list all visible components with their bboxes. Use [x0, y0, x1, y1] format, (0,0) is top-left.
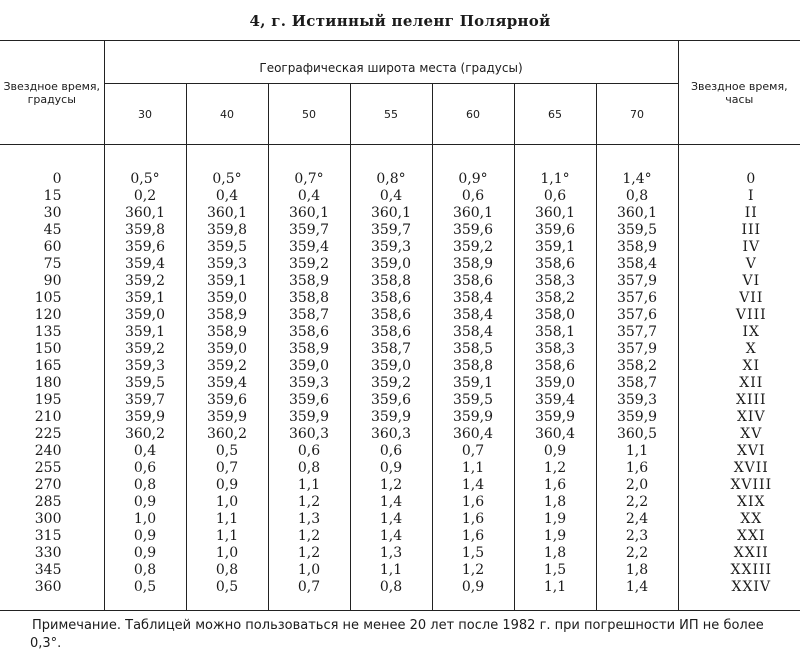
cell-bearing: 359,2 — [186, 358, 268, 375]
table-row — [0, 443, 800, 460]
cell-bearing: 358,2 — [514, 290, 596, 307]
table-row — [0, 409, 800, 426]
table-row — [0, 545, 800, 562]
cell-bearing: 359,6 — [514, 222, 596, 239]
cell-bearing: 358,7 — [350, 341, 432, 358]
cell-sidereal-hours: XXII — [678, 545, 800, 562]
cell-bearing: 360,5 — [596, 426, 678, 443]
cell-bearing: 359,0 — [186, 341, 268, 358]
cell-bearing: 359,6 — [350, 392, 432, 409]
cell-bearing: 360,1 — [596, 205, 678, 222]
cell-bearing: 359,5 — [596, 222, 678, 239]
cell-bearing: 359,5 — [104, 375, 186, 392]
table-row — [0, 290, 800, 307]
cell-sidereal-degrees: 60 — [43, 239, 62, 255]
cell-bearing: 0,6 — [268, 443, 350, 460]
cell-bearing: 358,9 — [432, 256, 514, 273]
table-row — [0, 511, 800, 528]
cell-bearing: 1,0 — [186, 545, 268, 562]
polaris-bearing-table — [0, 40, 800, 611]
cell-bearing: 0,4 — [350, 188, 432, 205]
cell-bearing: 358,5 — [432, 341, 514, 358]
cell-bearing: 358,6 — [432, 273, 514, 290]
cell-bearing: 359,1 — [104, 290, 186, 307]
cell-bearing: 1,4 — [432, 477, 514, 494]
cell-bearing: 359,2 — [432, 239, 514, 256]
cell-bearing: 0,4 — [186, 188, 268, 205]
cell-bearing: 2,0 — [596, 477, 678, 494]
cell-bearing: 360,1 — [104, 205, 186, 222]
cell-sidereal-hours: XIII — [678, 392, 800, 409]
cell-bearing: 359,0 — [268, 358, 350, 375]
cell-bearing: 1,6 — [596, 460, 678, 477]
cell-bearing: 360,2 — [104, 426, 186, 443]
table-row — [0, 528, 800, 545]
cell-bearing: 1,6 — [432, 511, 514, 528]
cell-bearing: 359,2 — [104, 273, 186, 290]
cell-bearing: 0,9 — [104, 494, 186, 511]
cell-bearing: 359,8 — [104, 222, 186, 239]
cell-sidereal-hours: XX — [678, 511, 800, 528]
cell-bearing: 358,3 — [514, 341, 596, 358]
cell-bearing: 359,1 — [186, 273, 268, 290]
cell-bearing: 359,5 — [186, 239, 268, 256]
table-row — [0, 145, 800, 189]
cell-bearing: 1,1 — [268, 477, 350, 494]
cell-sidereal-degrees: 345 — [34, 562, 62, 578]
cell-bearing: 358,6 — [514, 256, 596, 273]
cell-sidereal-degrees: 150 — [34, 341, 62, 357]
table-row — [0, 222, 800, 239]
cell-sidereal-hours: XIX — [678, 494, 800, 511]
cell-bearing: 360,4 — [514, 426, 596, 443]
cell-bearing: 2,4 — [596, 511, 678, 528]
cell-bearing: 359,3 — [104, 358, 186, 375]
cell-sidereal-degrees: 225 — [34, 426, 62, 442]
cell-bearing: 0,8 — [104, 562, 186, 579]
cell-sidereal-degrees: 180 — [34, 375, 62, 391]
table-row — [0, 562, 800, 579]
cell-sidereal-hours: XXIV — [678, 579, 800, 611]
cell-bearing: 358,8 — [432, 358, 514, 375]
cell-bearing: 360,4 — [432, 426, 514, 443]
table-row — [0, 307, 800, 324]
cell-bearing: 358,0 — [514, 307, 596, 324]
cell-sidereal-degrees: 165 — [34, 358, 62, 374]
cell-bearing: 359,9 — [432, 409, 514, 426]
cell-bearing: 359,3 — [268, 375, 350, 392]
header-latitude: 70 — [596, 84, 678, 145]
cell-bearing: 1,4 — [596, 579, 678, 611]
cell-bearing: 357,9 — [596, 273, 678, 290]
cell-sidereal-hours: XIV — [678, 409, 800, 426]
cell-sidereal-degrees: 75 — [43, 256, 62, 272]
cell-bearing: 358,2 — [596, 358, 678, 375]
cell-bearing: 0,9 — [104, 528, 186, 545]
cell-bearing: 0,6 — [514, 188, 596, 205]
cell-bearing: 359,6 — [186, 392, 268, 409]
cell-bearing: 0,9° — [432, 145, 514, 189]
cell-bearing: 1,4 — [350, 528, 432, 545]
cell-bearing: 359,7 — [350, 222, 432, 239]
cell-sidereal-degrees: 0 — [52, 171, 62, 187]
cell-sidereal-degrees: 90 — [43, 273, 62, 289]
cell-sidereal-degrees: 285 — [34, 494, 62, 510]
cell-bearing: 1,4 — [350, 494, 432, 511]
cell-bearing: 358,9 — [268, 273, 350, 290]
cell-bearing: 358,7 — [268, 307, 350, 324]
cell-bearing: 359,5 — [432, 392, 514, 409]
cell-bearing: 1,5 — [432, 545, 514, 562]
cell-bearing: 359,9 — [596, 409, 678, 426]
cell-bearing: 1,9 — [514, 511, 596, 528]
table-row — [0, 426, 800, 443]
cell-bearing: 0,8 — [596, 188, 678, 205]
cell-bearing: 359,7 — [268, 222, 350, 239]
cell-sidereal-degrees: 270 — [34, 477, 62, 493]
cell-bearing: 0,7 — [432, 443, 514, 460]
cell-sidereal-hours: XI — [678, 358, 800, 375]
header-sidereal-hours: Звездное время, часы — [678, 41, 800, 145]
cell-bearing: 358,6 — [350, 307, 432, 324]
cell-bearing: 359,1 — [104, 324, 186, 341]
table-note: Примечание. Таблицей можно пользоваться не менее 20 лет после 1982 г. при погрешности ИП не более 0,3°. — [30, 618, 764, 651]
header-latitude: 55 — [350, 84, 432, 145]
cell-sidereal-hours: II — [678, 205, 800, 222]
cell-sidereal-degrees: 210 — [34, 409, 62, 425]
cell-bearing: 0,9 — [350, 460, 432, 477]
cell-bearing: 358,9 — [186, 307, 268, 324]
table-title: 4, г. Истинный пеленг Полярной — [249, 12, 551, 30]
cell-bearing: 0,7 — [186, 460, 268, 477]
cell-bearing: 0,6 — [104, 460, 186, 477]
cell-sidereal-hours: XVI — [678, 443, 800, 460]
cell-bearing: 0,9 — [104, 545, 186, 562]
cell-bearing: 0,5 — [186, 579, 268, 611]
cell-bearing: 1,1 — [596, 443, 678, 460]
cell-bearing: 359,0 — [514, 375, 596, 392]
cell-bearing: 359,3 — [350, 239, 432, 256]
cell-sidereal-hours: VIII — [678, 307, 800, 324]
cell-bearing: 0,5° — [104, 145, 186, 189]
cell-sidereal-hours: IV — [678, 239, 800, 256]
header-latitude: 65 — [514, 84, 596, 145]
header-sidereal-degrees: Звездное время, градусы — [0, 41, 104, 145]
cell-sidereal-hours: VI — [678, 273, 800, 290]
cell-bearing: 0,9 — [186, 477, 268, 494]
cell-bearing: 1,3 — [268, 511, 350, 528]
cell-bearing: 359,9 — [514, 409, 596, 426]
cell-bearing: 1,6 — [514, 477, 596, 494]
cell-sidereal-hours: XXIII — [678, 562, 800, 579]
cell-bearing: 1,2 — [268, 494, 350, 511]
cell-bearing: 0,8° — [350, 145, 432, 189]
cell-bearing: 358,6 — [350, 324, 432, 341]
cell-bearing: 0,7 — [268, 579, 350, 611]
cell-sidereal-hours: I — [678, 188, 800, 205]
cell-bearing: 357,6 — [596, 290, 678, 307]
cell-bearing: 2,3 — [596, 528, 678, 545]
cell-sidereal-hours: 0 — [678, 145, 800, 189]
cell-sidereal-hours: VII — [678, 290, 800, 307]
cell-bearing: 358,4 — [432, 290, 514, 307]
table-row — [0, 239, 800, 256]
table-header — [0, 41, 800, 145]
cell-bearing: 1,0 — [268, 562, 350, 579]
cell-bearing: 358,6 — [350, 290, 432, 307]
cell-bearing: 0,8 — [104, 477, 186, 494]
cell-bearing: 359,0 — [186, 290, 268, 307]
cell-bearing: 0,6 — [432, 188, 514, 205]
cell-bearing: 359,2 — [104, 341, 186, 358]
cell-bearing: 359,2 — [268, 256, 350, 273]
cell-sidereal-degrees: 255 — [34, 460, 62, 476]
cell-bearing: 359,4 — [186, 375, 268, 392]
cell-bearing: 358,4 — [432, 307, 514, 324]
cell-bearing: 1,6 — [432, 528, 514, 545]
cell-bearing: 1,6 — [432, 494, 514, 511]
cell-sidereal-degrees: 30 — [43, 205, 62, 221]
cell-sidereal-hours: III — [678, 222, 800, 239]
cell-bearing: 0,6 — [350, 443, 432, 460]
cell-bearing: 359,0 — [104, 307, 186, 324]
cell-bearing: 1,9 — [514, 528, 596, 545]
cell-bearing: 359,4 — [104, 256, 186, 273]
cell-bearing: 0,4 — [268, 188, 350, 205]
cell-bearing: 1,1 — [350, 562, 432, 579]
cell-bearing: 360,3 — [268, 426, 350, 443]
cell-sidereal-degrees: 315 — [34, 528, 62, 544]
cell-bearing: 1,2 — [268, 528, 350, 545]
table-row — [0, 358, 800, 375]
cell-bearing: 0,5 — [104, 579, 186, 611]
cell-bearing: 1,0 — [104, 511, 186, 528]
table-body — [0, 145, 800, 611]
cell-bearing: 358,8 — [268, 290, 350, 307]
header-latitude: 50 — [268, 84, 350, 145]
table-row — [0, 375, 800, 392]
cell-bearing: 358,1 — [514, 324, 596, 341]
cell-bearing: 359,1 — [432, 375, 514, 392]
cell-bearing: 359,9 — [350, 409, 432, 426]
cell-sidereal-hours: XV — [678, 426, 800, 443]
cell-bearing: 1,2 — [268, 545, 350, 562]
table-row — [0, 392, 800, 409]
cell-bearing: 1,1 — [186, 528, 268, 545]
cell-bearing: 360,3 — [350, 426, 432, 443]
cell-bearing: 358,8 — [350, 273, 432, 290]
cell-sidereal-degrees: 300 — [34, 511, 62, 527]
cell-bearing: 359,3 — [596, 392, 678, 409]
cell-bearing: 0,7° — [268, 145, 350, 189]
cell-bearing: 1,8 — [514, 494, 596, 511]
cell-bearing: 358,3 — [514, 273, 596, 290]
cell-sidereal-hours: XVIII — [678, 477, 800, 494]
cell-bearing: 360,1 — [432, 205, 514, 222]
cell-bearing: 358,6 — [514, 358, 596, 375]
cell-sidereal-degrees: 45 — [43, 222, 62, 238]
cell-bearing: 359,9 — [104, 409, 186, 426]
cell-bearing: 0,4 — [104, 443, 186, 460]
cell-bearing: 360,1 — [350, 205, 432, 222]
cell-sidereal-degrees: 15 — [43, 188, 62, 204]
cell-sidereal-hours: XII — [678, 375, 800, 392]
cell-bearing: 0,9 — [432, 579, 514, 611]
cell-sidereal-degrees: 135 — [34, 324, 62, 340]
cell-bearing: 360,2 — [186, 426, 268, 443]
cell-bearing: 1,2 — [350, 477, 432, 494]
cell-bearing: 1,5 — [514, 562, 596, 579]
cell-bearing: 0,8 — [186, 562, 268, 579]
cell-bearing: 358,6 — [268, 324, 350, 341]
cell-bearing: 1,0 — [186, 494, 268, 511]
table-row — [0, 188, 800, 205]
cell-bearing: 357,6 — [596, 307, 678, 324]
cell-bearing: 1,1 — [186, 511, 268, 528]
cell-bearing: 357,9 — [596, 341, 678, 358]
cell-bearing: 359,3 — [186, 256, 268, 273]
cell-sidereal-degrees: 195 — [34, 392, 62, 408]
cell-bearing: 359,2 — [350, 375, 432, 392]
cell-bearing: 1,1 — [432, 460, 514, 477]
cell-bearing: 359,4 — [514, 392, 596, 409]
table-row — [0, 460, 800, 477]
table-row — [0, 273, 800, 290]
cell-bearing: 358,4 — [596, 256, 678, 273]
cell-bearing: 1,4 — [350, 511, 432, 528]
header-latitude: 30 — [104, 84, 186, 145]
cell-bearing: 358,9 — [186, 324, 268, 341]
cell-bearing: 1,3 — [350, 545, 432, 562]
header-latitude: 40 — [186, 84, 268, 145]
cell-bearing: 0,5 — [186, 443, 268, 460]
cell-bearing: 358,4 — [432, 324, 514, 341]
cell-bearing: 1,4° — [596, 145, 678, 189]
cell-bearing: 359,6 — [268, 392, 350, 409]
cell-bearing: 358,9 — [596, 239, 678, 256]
cell-bearing: 360,1 — [514, 205, 596, 222]
table-row — [0, 494, 800, 511]
table-row — [0, 341, 800, 358]
cell-sidereal-hours: V — [678, 256, 800, 273]
cell-bearing: 2,2 — [596, 545, 678, 562]
table-row — [0, 324, 800, 341]
cell-bearing: 1,1° — [514, 145, 596, 189]
cell-bearing: 357,7 — [596, 324, 678, 341]
cell-bearing: 358,9 — [268, 341, 350, 358]
cell-bearing: 359,6 — [104, 239, 186, 256]
header-latitude: 60 — [432, 84, 514, 145]
cell-bearing: 359,1 — [514, 239, 596, 256]
cell-sidereal-hours: IX — [678, 324, 800, 341]
cell-bearing: 359,4 — [268, 239, 350, 256]
cell-sidereal-hours: XXI — [678, 528, 800, 545]
cell-bearing: 1,2 — [514, 460, 596, 477]
table-row — [0, 256, 800, 273]
cell-sidereal-degrees: 360 — [34, 579, 62, 595]
cell-bearing: 0,9 — [514, 443, 596, 460]
cell-bearing: 360,1 — [186, 205, 268, 222]
cell-sidereal-degrees: 120 — [34, 307, 62, 323]
cell-bearing: 359,6 — [432, 222, 514, 239]
cell-bearing: 359,7 — [104, 392, 186, 409]
table-row — [0, 205, 800, 222]
cell-bearing: 1,1 — [514, 579, 596, 611]
cell-bearing: 360,1 — [268, 205, 350, 222]
cell-bearing: 0,2 — [104, 188, 186, 205]
cell-bearing: 1,2 — [432, 562, 514, 579]
cell-bearing: 359,0 — [350, 256, 432, 273]
table-row — [0, 477, 800, 494]
cell-bearing: 359,8 — [186, 222, 268, 239]
cell-sidereal-degrees: 240 — [34, 443, 62, 459]
cell-bearing: 2,2 — [596, 494, 678, 511]
table-row — [0, 579, 800, 611]
cell-bearing: 359,0 — [350, 358, 432, 375]
cell-bearing: 0,5° — [186, 145, 268, 189]
cell-bearing: 359,9 — [268, 409, 350, 426]
cell-bearing: 358,7 — [596, 375, 678, 392]
cell-bearing: 0,8 — [350, 579, 432, 611]
cell-bearing: 0,8 — [268, 460, 350, 477]
cell-sidereal-hours: XVII — [678, 460, 800, 477]
cell-sidereal-degrees: 105 — [34, 290, 62, 306]
cell-bearing: 1,8 — [596, 562, 678, 579]
cell-bearing: 359,9 — [186, 409, 268, 426]
cell-sidereal-degrees: 330 — [34, 545, 62, 561]
cell-sidereal-hours: X — [678, 341, 800, 358]
header-latitude-group: Географическая широта места (градусы) — [104, 41, 678, 84]
cell-bearing: 1,8 — [514, 545, 596, 562]
